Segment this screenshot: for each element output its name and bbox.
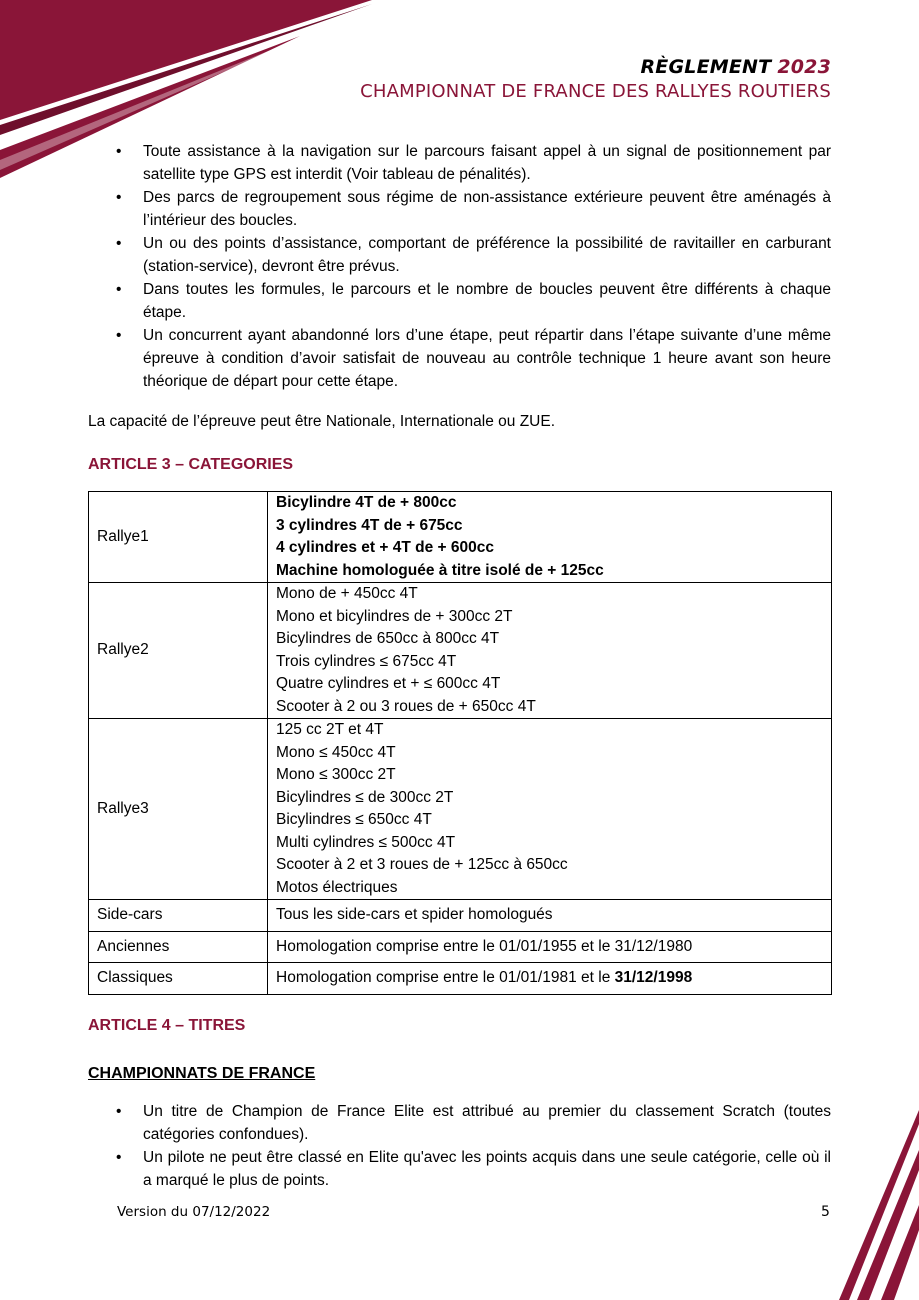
category-line: Mono ≤ 300cc 2T [276,766,396,783]
category-line: Quatre cylindres et + ≤ 600cc 4T [276,675,501,692]
category-line: Multi cylindres ≤ 500cc 4T [276,833,456,851]
bullet-text: Un concurrent ayant abandonné lors d’une étape, peut répartir dans l’étape suivante d’une même épreuve à condition d’avoir satisfait de nouveau au contrôle technique 1 heure avant son heure théorique de départ pour cette étape. [143,327,831,390]
bullet-item [88,186,831,232]
bullet-text: Toute assistance à la navigation sur le parcours faisant appel à un signal de positionnement par satellite type GPS est interdit (Voir tableau de pénalités). [143,143,831,183]
footer-page-number: 5 [821,1204,830,1220]
category-line: Trois cylindres ≤ 675cc 4T [276,652,457,670]
category-name-cell: Classiques [89,963,268,995]
category-line: Motos électriques [276,878,398,896]
category-line: Scooter à 2 et 3 roues de + 125cc à 650cc [276,856,568,873]
bullet-list-top [88,140,831,393]
bullet-item [88,1146,831,1192]
bullet-item [88,1100,831,1146]
category-line: Mono de + 450cc 4T [276,585,418,602]
category-name-cell: Rallye2 [89,583,268,719]
bottom-right-decoration [839,1110,919,1300]
category-line: Scooter à 2 ou 3 roues de + 650cc 4T [276,697,536,715]
footer-version: Version du 07/12/2022 [117,1204,271,1220]
bullet-text: Un ou des points d’assistance, comportant de préférence la possibilité de ravitailler en carburant (station-service), devront être prévus. [143,235,831,275]
table-row [89,492,832,583]
category-name-cell: Anciennes [89,931,268,963]
page-header [360,56,831,102]
bullet-item [88,140,831,186]
category-line: Bicylindre 4T de + 800cc [276,494,457,511]
categories-table [88,491,832,995]
article-3-heading: ARTICLE 3 – CATEGORIES [88,456,294,473]
category-line: Machine homologuée à titre isolé de + 125cc [276,561,604,579]
bullet-dot-icon: • [116,189,122,206]
table-row [89,963,832,995]
bullet-dot-icon: • [116,235,122,252]
category-description-cell: Homologation comprise entre le 01/01/1955 et le 31/12/1980 [268,931,832,963]
category-description-cell [268,583,832,719]
category-name-cell: Rallye3 [89,719,268,900]
bullet-list-titles [88,1100,831,1192]
bullet-item [88,278,831,324]
championnats-subheading: CHAMPIONNATS DE FRANCE [88,1064,316,1082]
category-text: Homologation comprise entre le 01/01/1981 et le [276,969,615,986]
header-year: 2023 [777,56,831,78]
bullet-dot-icon: • [116,143,122,160]
category-line: Bicylindres ≤ 650cc 4T [276,811,432,828]
category-line: Bicylindres de 650cc à 800cc 4T [276,630,500,647]
table-row [89,719,832,900]
page-content [88,140,831,1192]
header-subtitle: CHAMPIONNAT DE FRANCE DES RALLYES ROUTIERS [360,81,831,102]
category-line: 4 cylindres et + 4T de + 600cc [276,539,494,556]
bullet-dot-icon: • [116,327,122,344]
bullet-item [88,232,831,278]
category-description-cell: Tous les side-cars et spider homologués [268,900,832,932]
article-4-heading: ARTICLE 4 – TITRES [88,1016,246,1034]
category-name-cell: Rallye1 [89,492,268,583]
bullet-dot-icon: • [116,1148,122,1166]
header-title [360,56,831,78]
capacity-paragraph: La capacité de l’épreuve peut être Nationale, Internationale ou ZUE. [88,413,556,430]
category-line: Mono et bicylindres de + 300cc 2T [276,607,513,625]
category-description-cell [268,492,832,583]
category-description-cell [268,719,832,900]
bullet-text: Un pilote ne peut être classé en Elite qu'avec les points acquis dans une seule catégorie, celle où il a marqué le plus de points. [143,1148,831,1189]
table-row [89,931,832,963]
table-row [89,583,832,719]
category-description-cell [268,963,832,995]
table-row [89,900,832,932]
bullet-text: Des parcs de regroupement sous régime de non-assistance extérieure peuvent être aménagés à l’intérieur des boucles. [143,189,831,229]
category-line: 3 cylindres 4T de + 675cc [276,516,463,534]
bullet-dot-icon: • [116,1102,122,1120]
category-line: Mono ≤ 450cc 4T [276,743,396,761]
bullet-item [88,324,831,393]
bullet-text: Dans toutes les formules, le parcours et le nombre de boucles peuvent être différents à chaque étape. [143,281,831,321]
header-title-text: RÈGLEMENT [640,56,772,78]
category-name-cell: Side-cars [89,900,268,932]
category-line: 125 cc 2T et 4T [276,721,384,738]
bullet-text: Un titre de Champion de France Elite est attribué au premier du classement Scratch (toutes catégories confondues). [143,1102,831,1143]
category-date-bold: 31/12/1998 [614,969,693,986]
category-line: Bicylindres ≤ de 300cc 2T [276,788,454,806]
bullet-dot-icon: • [116,281,122,298]
